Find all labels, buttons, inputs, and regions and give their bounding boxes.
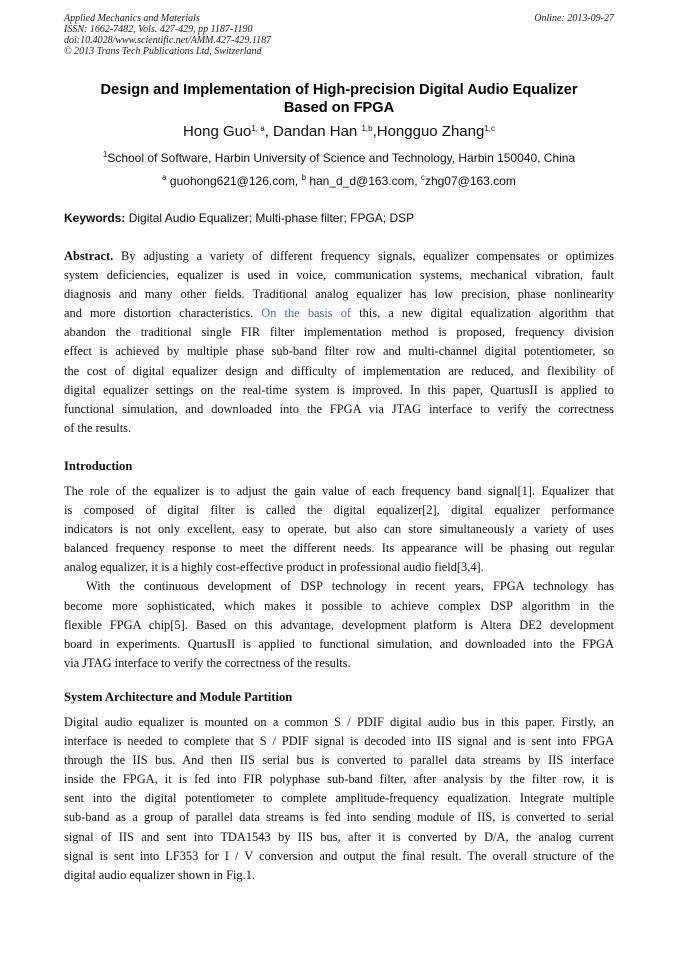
body-line: indicators is not only excellent, easy to operate, but also can store simultaneously a variety of uses [64, 522, 614, 537]
author-name: Dandan Han [273, 123, 362, 140]
author-superscript: 1,b [361, 124, 373, 133]
author-list [64, 122, 614, 142]
email-address[interactable]: han_d_d@163.com, [306, 174, 421, 188]
introduction-body [64, 482, 614, 673]
abstract-line: the cost of digital equalizer design and difficulty of implementation are reduced, and flexibility of [64, 363, 614, 378]
keywords-label: Keywords: [64, 211, 126, 225]
system-architecture-body [64, 713, 614, 885]
paper-title [64, 81, 614, 117]
body-line: sub-band as a group of parallel data streams is fed into sending module of IIS, is converted to serial [64, 810, 614, 825]
email-address[interactable]: zhg07@163.com [424, 174, 516, 188]
keywords-text: Digital Audio Equalizer; Multi-phase filter; FPGA; DSP [125, 211, 415, 225]
keywords [64, 210, 614, 226]
email-address[interactable]: guohong621@126.com, [166, 174, 302, 188]
abstract-line: effect is achieved by multiple phase sub-band filter row and multi-channel digital potentiometer, so [64, 344, 614, 359]
author-name: Hong Guo [182, 123, 252, 140]
author-separator: , [372, 123, 377, 140]
abstract-text: By adjusting a variety of different frequency signals, equalizer compensates or optimizes [113, 249, 614, 263]
body-line: become more sophisticated, which makes it possible to achieve complex DSP algorithm in the [64, 598, 614, 613]
affiliation-superscript: 1 [102, 150, 108, 159]
body-line: signal of IIS and sent into TDA1543 by IIS bus, after it is converted by D/A, the analog current [64, 829, 614, 844]
email-superscript: a [162, 173, 167, 182]
author-separator: , [264, 123, 274, 140]
body-line: interface is needed to complete that S / PDIF signal is decoded into IIS signal and is sent into FPGA [64, 734, 614, 749]
online-date [534, 13, 614, 24]
body-line: Digital audio equalizer is mounted on a common S / PDIF digital audio bus in this paper. Firstly, an [64, 715, 614, 729]
body-line: sent into the digital potentiometer to complete amplitude-frequency equalization. Integrate multiple [64, 791, 614, 806]
abstract-text: and more distortion characteristics. [64, 306, 262, 321]
author-name: Hongguo Zhang [376, 123, 485, 140]
author-superscript: 1,c [484, 124, 496, 133]
affiliation [64, 150, 614, 166]
body-line: via JTAG interface to verify the correctness of the results. [64, 655, 351, 670]
body-line: flexible FPGA chip[5]. Based on this advantage, development platform is Altera DE2 development [64, 617, 614, 632]
journal-copyright: © 2013 Trans Tech Publications Ltd, Switzerland [64, 46, 262, 57]
title-line: Design and Implementation of High-precision Digital Audio Equalizer [100, 82, 578, 98]
journal-doi[interactable]: doi:10.4028/www.scientific.net/AMM.427-429.1187 [64, 35, 272, 46]
journal-issn: ISSN: 1662-7482, Vols. 427-429, pp 1187-1190 [64, 24, 253, 35]
highlighted-phrase: On the basis of [261, 306, 352, 321]
body-line: balanced frequency response to meet the different needs. Its appearance will be phasing out regular [64, 541, 614, 556]
body-line: The role of the equalizer is to adjust the gain value of each frequency band signal[1]. Equalizer that [64, 484, 614, 498]
affiliation-text: School of Software, Harbin University of Science and Technology, Harbin 150040, China [107, 151, 576, 165]
abstract-line: diagnosis and many other fields. Traditional analog equalizer has low precision, phase nonlinearity [64, 287, 614, 302]
email-superscript: b [301, 173, 306, 182]
abstract-line: of the results. [64, 420, 132, 435]
body-line: With the continuous development of DSP technology in recent years, FPGA technology has [86, 579, 614, 594]
abstract-line: digital equalizer settings on the real-time system is improved. In this paper, QuartusII is applied to [64, 382, 614, 397]
body-line: board in experiments. QuartusII is applied to functional simulation, and downloaded into the FPGA [64, 636, 614, 651]
online-date-text: Online: 2013-09-27 [534, 13, 614, 24]
section-heading-system-architecture: System Architecture and Module Partition [64, 690, 293, 704]
abstract-label: Abstract. [64, 249, 114, 263]
abstract-line: system deficiencies, equalizer is used in voice, communication systems, mechanical vibration, fault [64, 268, 614, 283]
journal-name: Applied Mechanics and Materials [64, 13, 200, 24]
body-line: analog equalizer, it is a highly cost-effective product in professional audio field[3,4]. [64, 560, 484, 575]
author-emails [64, 173, 614, 189]
body-line: through the IIS bus. And then IIS serial bus is converted to parallel data streams by IIS interface [64, 753, 614, 768]
abstract-line: abandon the traditional single FIR filter implementation method is proposed, frequency division [64, 325, 614, 340]
abstract-line: functional simulation, and downloaded into the FPGA via JTAG interface to verify the correctness [64, 401, 614, 416]
abstract [64, 247, 614, 438]
abstract-line [64, 247, 614, 266]
body-line: digital audio equalizer shown in Fig.1. [64, 867, 255, 882]
section-heading-introduction: Introduction [64, 459, 133, 473]
body-line: signal is sent into LF353 for I / V conversion and output the final result. The overall structure of the [64, 848, 614, 863]
body-line: is composed of digital filter is called the digital equalizer[2], digital equalizer performance [64, 503, 614, 518]
body-line: inside the FPGA, it is fed into FIR polyphase sub-band filter, after analysis by the filter row, it is [64, 772, 614, 787]
journal-header [64, 13, 271, 57]
abstract-text: this, a new digital equalization algorithm that [351, 306, 614, 321]
email-superscript: c [420, 173, 425, 182]
title-line: Based on FPGA [283, 100, 395, 116]
author-superscript: 1, a [251, 124, 265, 133]
abstract-line [64, 304, 614, 323]
